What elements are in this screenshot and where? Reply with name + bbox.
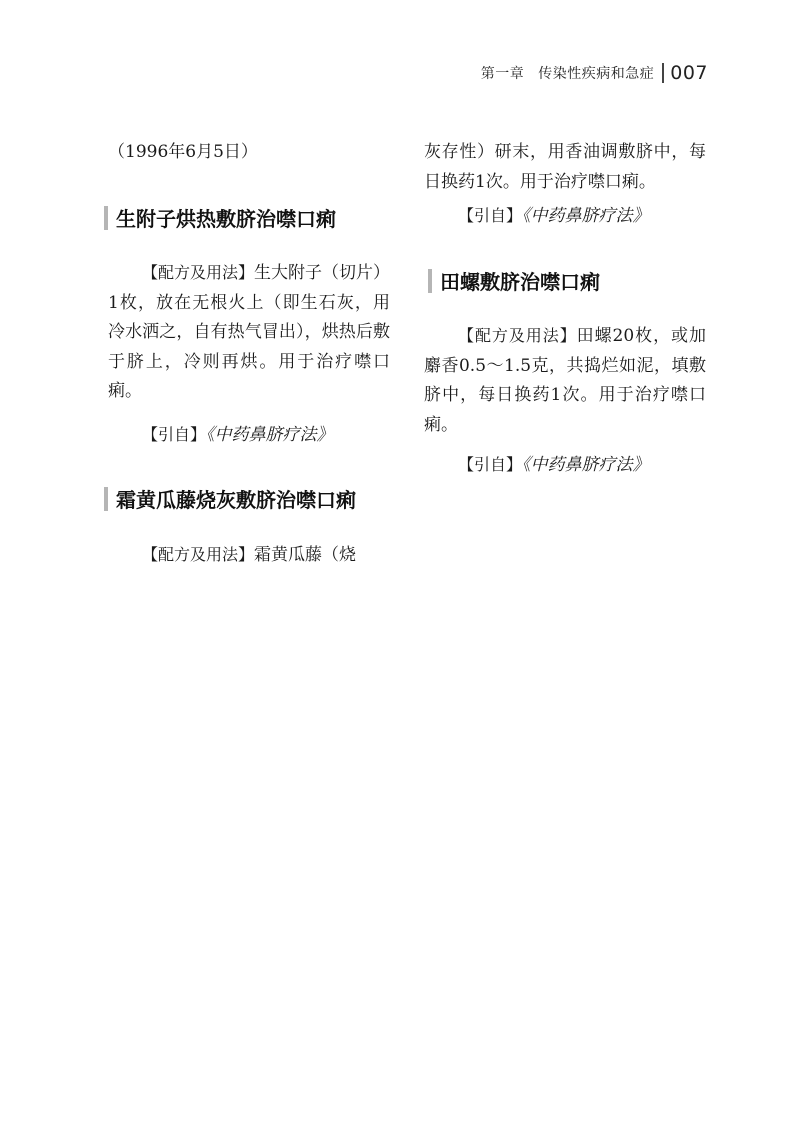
recipe-body	[424, 321, 706, 440]
citation-source: 《中药鼻脐疗法》	[522, 455, 650, 475]
recipe-label: 【配方及用法】	[142, 545, 255, 564]
heading-marker	[428, 269, 432, 293]
running-head	[481, 62, 708, 84]
citation-label: 【引自】	[458, 206, 523, 225]
citation-source: 《中药鼻脐疗法》	[522, 206, 650, 226]
recipe-title-text: 生附子烘热敷脐治噤口痢	[116, 207, 336, 231]
recipe-title	[428, 266, 718, 295]
recipe-body	[108, 540, 390, 571]
recipe-title	[104, 484, 394, 513]
citation	[424, 450, 706, 481]
heading-marker	[104, 487, 108, 511]
recipe-title	[104, 203, 394, 232]
recipe-body-continued: 灰存性）研末，用香油调敷脐中，每日换药1次。用于治疗噤口痢。	[424, 142, 706, 192]
citation-source: 《中药鼻脐疗法》	[206, 425, 334, 445]
citation-label: 【引自】	[458, 455, 523, 474]
recipe-body-text: 田螺20枚，或加麝香0.5～1.5克，共捣烂如泥，填敷脐中，每日换药1次。用于治疗噤口痢。	[424, 326, 706, 435]
recipe-title-text: 田螺敷脐治噤口痢	[440, 270, 600, 294]
section-title: 传染性疾病和急症	[538, 66, 655, 82]
citation	[108, 420, 390, 451]
recipe-body-text: 霜黄瓜藤（烧	[254, 545, 357, 565]
recipe-label: 【配方及用法】	[458, 326, 577, 345]
heading-marker	[104, 206, 108, 230]
recipe-title-text: 霜黄瓜藤烧灰敷脐治噤口痢	[116, 488, 356, 512]
header-divider	[662, 63, 664, 83]
chapter-label: 第一章	[480, 66, 525, 82]
recipe-label: 【配方及用法】	[142, 263, 255, 282]
citation-label: 【引自】	[142, 425, 207, 444]
recipe-body	[108, 258, 390, 407]
date-line: （1996年6月5日）	[108, 142, 258, 162]
recipe-body-text: 生大附子（切片）1枚，放在无根火上（即生石灰，用冷水洒之，自有热气冒出），烘热后敷于脐上，冷则再烘。用于治疗噤口痢。	[108, 263, 391, 401]
citation	[424, 201, 706, 232]
page-number: 007	[670, 62, 708, 84]
